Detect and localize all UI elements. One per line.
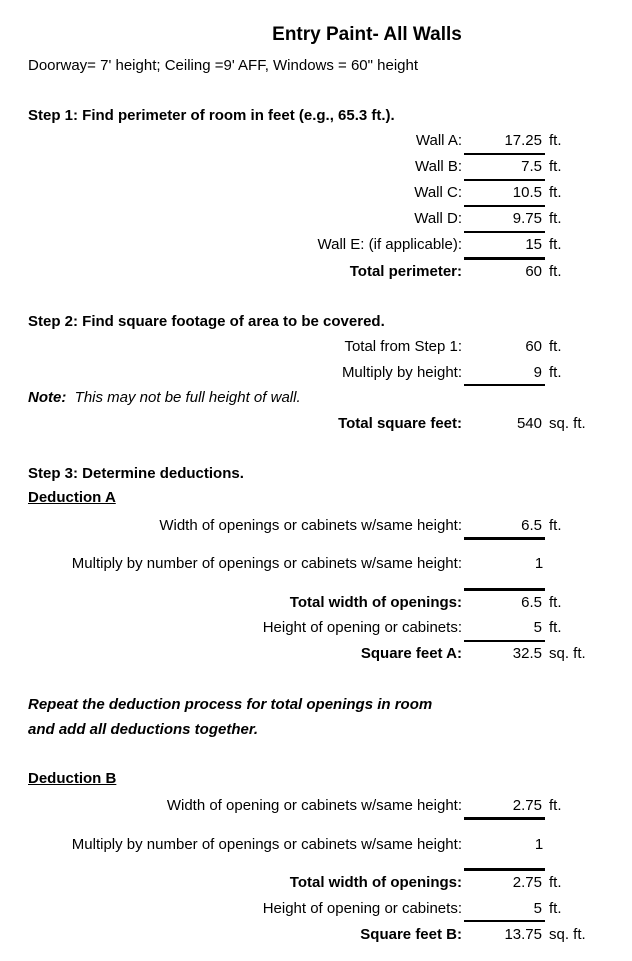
deduction-a-width-label: Width of openings or cabinets w/same height: — [159, 517, 462, 534]
wall-b-value: 7.5 — [521, 158, 542, 175]
step1-total-label: Total from Step 1: — [344, 338, 462, 355]
total-sqft-unit: sq. ft. — [549, 415, 586, 432]
note-text: This may not be full height of wall. — [74, 389, 301, 406]
total-perimeter-label: Total perimeter: — [349, 263, 462, 280]
repeat-instruction-line1: Repeat the deduction process for total openings in room — [28, 696, 433, 713]
deduction-a-height-label: Height of opening or cabinets: — [262, 619, 462, 636]
deduction-b-width-value: 2.75 — [512, 797, 542, 814]
page-subtitle: Doorway= 7' height; Ceiling =9' AFF, Windows = 60" height — [28, 57, 419, 74]
wall-d-value: 9.75 — [512, 210, 542, 227]
height-label: Multiply by height: — [341, 364, 462, 381]
deduction-b-count-label: Multiply by number of openings or cabinets w/same height: — [71, 836, 462, 853]
deduction-a-height-underline — [464, 640, 545, 642]
deduction-b-count-value: 1 — [534, 836, 544, 853]
wall-a-unit: ft. — [549, 132, 562, 149]
total-sqft-label: Total square feet: — [338, 415, 462, 432]
wall-d-underline — [464, 231, 545, 233]
deduction-b-height-label: Height of opening or cabinets: — [262, 900, 462, 917]
deduction-a-width-unit: ft. — [549, 517, 562, 534]
step1-total-unit: ft. — [549, 338, 562, 355]
step1-heading: Step 1: Find perimeter of room in feet (e.g., 65.3 ft.). — [28, 107, 395, 124]
deduction-b-total-width-value: 2.75 — [512, 874, 542, 891]
step3-heading: Step 3: Determine deductions. — [28, 465, 244, 482]
wall-b-underline — [464, 179, 545, 181]
deduction-a-height-unit: ft. — [549, 619, 562, 636]
square-feet-a-value: 32.5 — [512, 645, 542, 662]
deduction-b-count-underline — [464, 868, 545, 871]
height-underline — [464, 384, 545, 386]
wall-e-unit: ft. — [549, 236, 562, 253]
step2-heading: Step 2: Find square footage of area to be covered. — [28, 313, 385, 330]
deduction-a-width-value: 6.5 — [521, 517, 542, 534]
deduction-a-total-width-label: Total width of openings: — [289, 594, 462, 611]
height-value: 9 — [533, 364, 542, 381]
deduction-a-width-underline — [464, 537, 545, 540]
deduction-b-height-value: 5 — [533, 900, 542, 917]
total-perimeter-value: 60 — [525, 263, 542, 280]
repeat-instruction-line2: and add all deductions together. — [28, 721, 259, 738]
deduction-a-count-label: Multiply by number of openings or cabinets w/same height: — [71, 555, 462, 572]
wall-c-underline — [464, 205, 545, 207]
deduction-b-heading: Deduction B — [28, 770, 117, 787]
deduction-b-total-width-label: Total width of openings: — [289, 874, 462, 891]
deduction-a-total-width-unit: ft. — [549, 594, 562, 611]
note-label: Note: — [28, 389, 67, 406]
square-feet-b-label: Square feet B: — [360, 926, 462, 943]
wall-c-unit: ft. — [549, 184, 562, 201]
deduction-b-height-unit: ft. — [549, 900, 562, 917]
square-feet-b-value: 13.75 — [504, 926, 542, 943]
square-feet-b-unit: sq. ft. — [549, 926, 586, 943]
wall-e-value: 15 — [525, 236, 542, 253]
deduction-b-height-underline — [464, 920, 545, 922]
height-unit: ft. — [549, 364, 562, 381]
deduction-a-count-value: 1 — [534, 555, 544, 572]
page-title: Entry Paint- All Walls — [272, 24, 462, 45]
total-perimeter-unit: ft. — [549, 263, 562, 280]
deduction-a-total-width-value: 6.5 — [521, 594, 542, 611]
deduction-a-heading: Deduction A — [28, 489, 116, 506]
wall-b-unit: ft. — [549, 158, 562, 175]
step1-total-value: 60 — [525, 338, 542, 355]
wall-e-label: Wall E: (if applicable): — [317, 236, 462, 253]
total-sqft-value: 540 — [516, 415, 542, 432]
deduction-b-total-width-unit: ft. — [549, 874, 562, 891]
wall-d-unit: ft. — [549, 210, 562, 227]
deduction-b-width-label: Width of opening or cabinets w/same height: — [166, 797, 462, 814]
square-feet-a-unit: sq. ft. — [549, 645, 586, 662]
wall-e-underline — [464, 257, 545, 260]
height-note — [28, 389, 301, 407]
square-feet-a-label: Square feet A: — [360, 645, 462, 662]
wall-b-label: Wall B: — [415, 158, 462, 175]
wall-a-underline — [464, 153, 545, 155]
wall-d-label: Wall D: — [414, 210, 462, 227]
deduction-a-count-underline — [464, 588, 545, 591]
wall-c-label: Wall C: — [414, 184, 462, 201]
deduction-b-width-underline — [464, 817, 545, 820]
deduction-a-height-value: 5 — [533, 619, 542, 636]
deduction-b-width-unit: ft. — [549, 797, 562, 814]
wall-c-value: 10.5 — [512, 184, 542, 201]
wall-a-label: Wall A: — [415, 132, 462, 149]
wall-a-value: 17.25 — [504, 132, 542, 149]
